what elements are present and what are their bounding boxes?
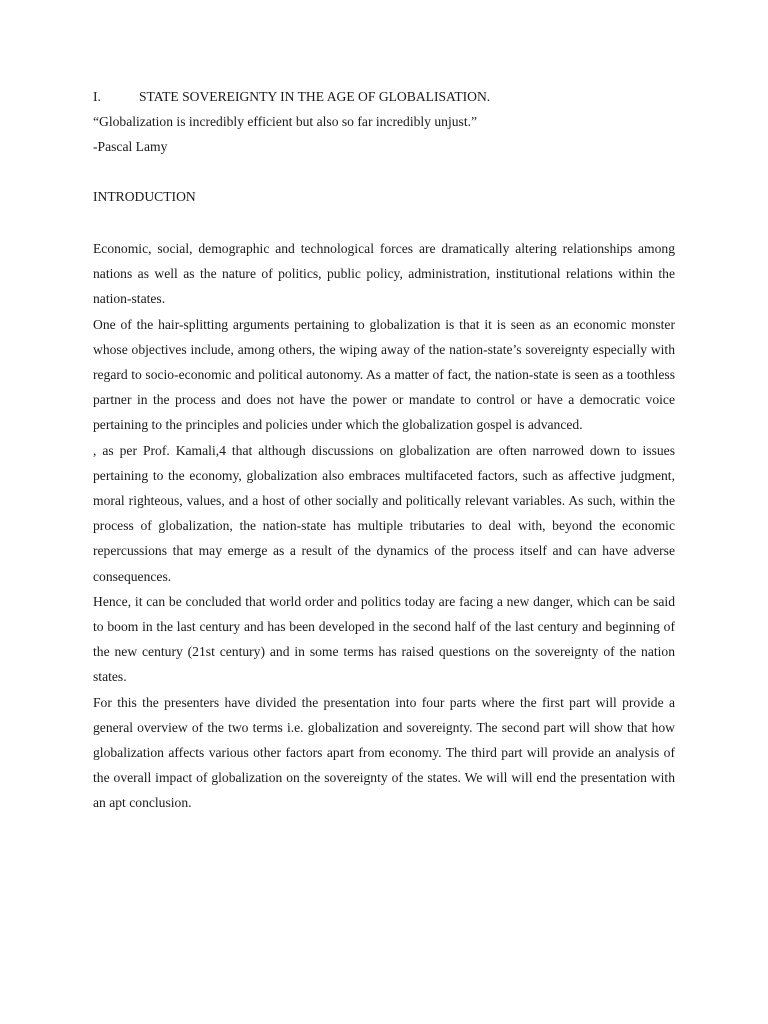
chapter-heading xyxy=(93,86,675,108)
section-title: INTRODUCTION xyxy=(93,189,196,204)
body-paragraph: For this the presenters have divided the presentation into four parts where the first part will provide a general overview of the two terms i.e. globalization and sovereignty. The second part will show that how globalization affects various other factors apart from economy. The third part will provide an analysis of the overall impact of globalization on the sovereignty of the states. We will will end the presentation with an apt conclusion. xyxy=(93,694,675,811)
body-paragraph: Hence, it can be concluded that world order and politics today are facing a new danger, which can be said to boom in the last century and has been developed in the second half of the last century and beginning of the new century (21st century) and in some terms has raised questions on the sovereignty of the nation states. xyxy=(93,593,675,685)
chapter-number: I. xyxy=(93,89,101,104)
epigraph-quote: “Globalization is incredibly efficient but also so far incredibly unjust.” xyxy=(93,114,478,129)
body-paragraph: , as per Prof. Kamali,4 that although discussions on globalization are often narrowed down to issues pertaining to the economy, globalization also embraces multifaceted factors, such as affective judgment, moral righteous, values, and a host of other socially and politically relevant variables. As such, within the process of globalization, the nation-state has multiple tributaries to deal with, beyond the economic repercussions that may emerge as a result of the dynamics of the process itself and can have adverse consequences. xyxy=(93,442,675,584)
body-paragraph: One of the hair-splitting arguments pertaining to globalization is that it is seen as an economic monster whose objectives include, among others, the wiping away of the nation-state’s sovereignty especially with regard to socio-economic and political autonomy. As a matter of fact, the nation-state is seen as a toothless partner in the process and does not have the power or mandate to control or have a democratic voice pertaining to the principles and policies under which the globalization gospel is advanced. xyxy=(93,316,675,433)
document-page xyxy=(93,86,675,816)
chapter-title: STATE SOVEREIGNTY IN THE AGE OF GLOBALISATION. xyxy=(139,89,491,104)
epigraph-attribution: -Pascal Lamy xyxy=(93,139,168,154)
body-paragraph: Economic, social, demographic and technological forces are dramatically altering relationships among nations as well as the nature of politics, public policy, administration, institutional relations within the nation-states. xyxy=(93,241,675,307)
